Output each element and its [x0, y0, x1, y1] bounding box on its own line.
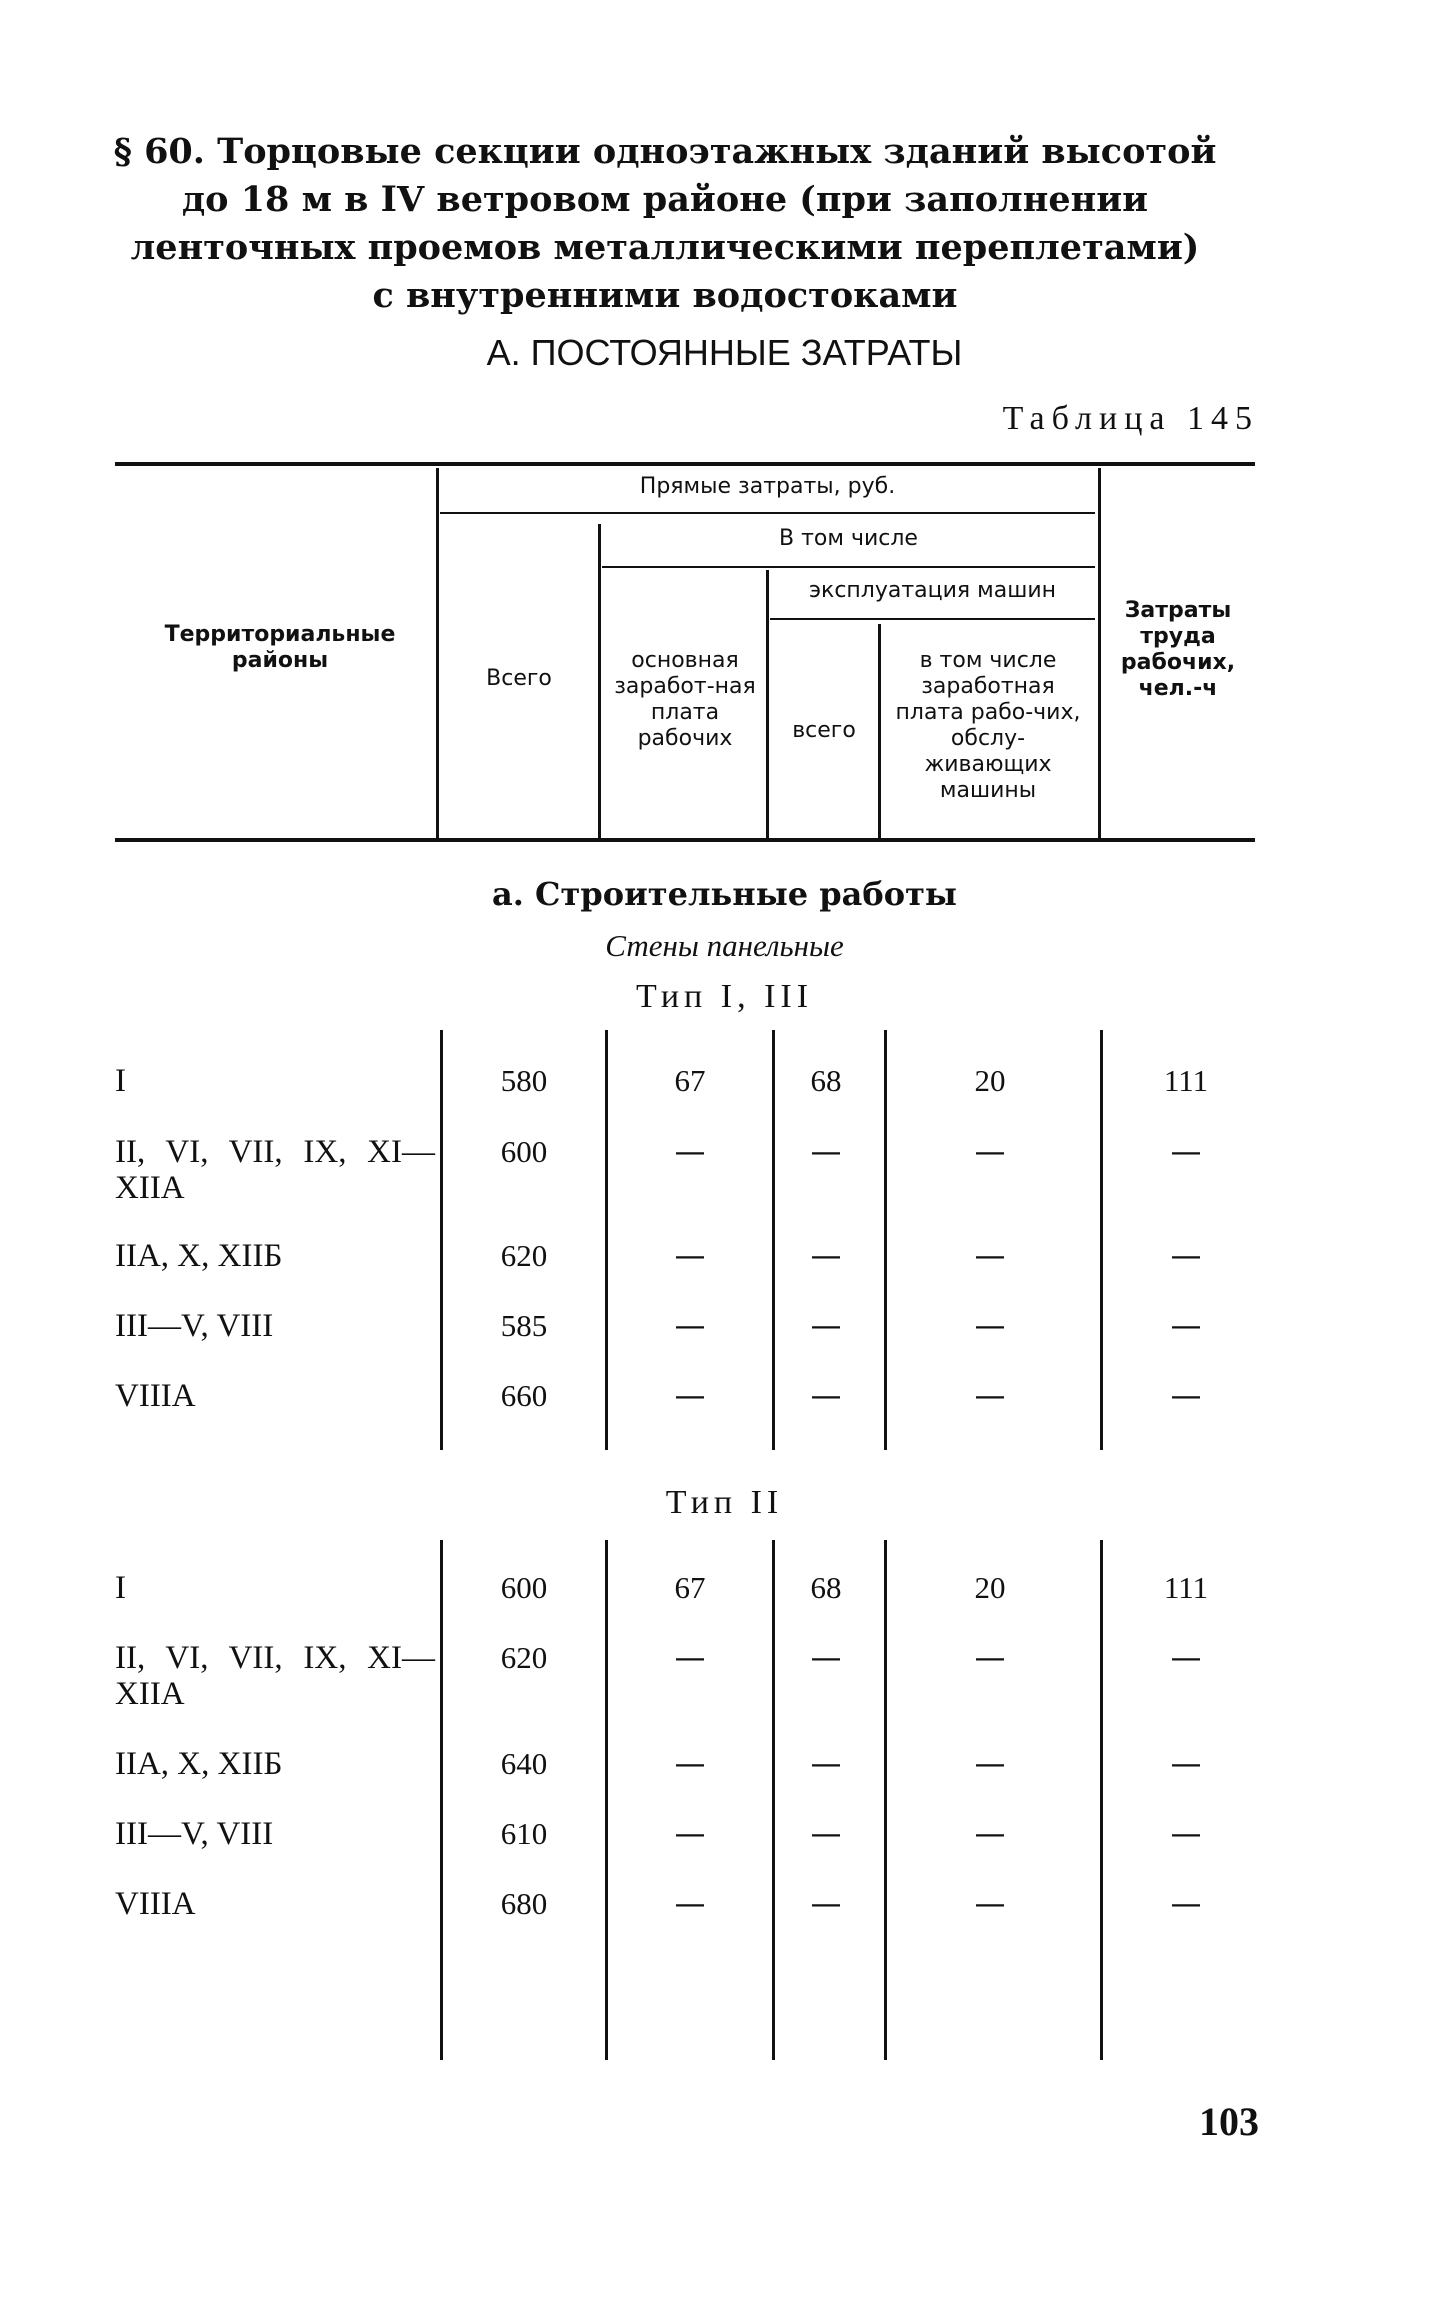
row-region: I: [115, 1063, 126, 1099]
title-line-3: ленточных проемов металлическими переплетами): [130, 227, 1200, 268]
cell-labor: —: [1170, 1238, 1202, 1274]
cell-machine-wage: —: [974, 1886, 1006, 1922]
row-region: IIA, X, XIIБ: [115, 1746, 283, 1782]
body-divider-3: [772, 1540, 775, 2060]
cell-base-wage: —: [674, 1640, 706, 1676]
group-type-title: Тип II: [665, 1484, 784, 1521]
body-divider-5: [1100, 1030, 1103, 1450]
cell-total: 620: [500, 1238, 548, 1273]
cell-total: 580: [500, 1063, 548, 1098]
cell-machine-wage: —: [974, 1816, 1006, 1852]
cell-machine-wage: —: [974, 1640, 1006, 1676]
cell-base-wage: —: [674, 1378, 706, 1414]
cell-total: 660: [500, 1378, 548, 1413]
body-divider-1: [440, 1030, 443, 1450]
header-divider-6: [1098, 468, 1101, 838]
cell-total: 610: [500, 1816, 548, 1851]
col-direct-costs: Прямые затраты, руб.: [639, 474, 896, 499]
cell-base-wage: 67: [674, 1063, 706, 1098]
cell-base-wage: —: [674, 1238, 706, 1274]
cell-labor: —: [1170, 1308, 1202, 1344]
page-number: 103: [1199, 2099, 1259, 2144]
cell-machine-total: 68: [810, 1063, 842, 1098]
cell-machine-wage: —: [974, 1378, 1006, 1414]
subsection-title: Стены панельные: [605, 928, 844, 963]
cell-total: 585: [500, 1308, 548, 1343]
section-title: а. Строительные работы: [492, 875, 957, 913]
including-rule: [602, 566, 1095, 568]
cell-machine-total: —: [810, 1640, 842, 1676]
cell-labor: 111: [1163, 1570, 1209, 1605]
page-title: [110, 128, 1220, 320]
cell-machine-wage: —: [974, 1308, 1006, 1344]
col-machine-wage: в том числе заработная плата рабо-чих, обслу-живающих машины: [895, 648, 1081, 803]
cell-total: 640: [500, 1746, 548, 1781]
title-line-1: § 60. Торцовые секции одноэтажных зданий высотой: [113, 131, 1217, 172]
col-machine-total: всего: [792, 718, 856, 743]
direct-costs-rule: [440, 512, 1095, 514]
cell-machine-total: —: [810, 1378, 842, 1414]
cell-machine-wage: —: [974, 1134, 1006, 1170]
cell-machine-total: —: [810, 1308, 842, 1344]
row-region: III—V, VIII: [115, 1308, 274, 1344]
title-line-4: с внутренними водостоками: [372, 275, 958, 316]
cell-machine-total: —: [810, 1746, 842, 1782]
col-base-wage: основная заработ-ная плата рабочих: [614, 648, 756, 751]
cell-base-wage: —: [674, 1308, 706, 1344]
col-regions: Территориальные районы: [164, 622, 396, 673]
cell-base-wage: 67: [674, 1570, 706, 1605]
header-bottom-rule: [115, 838, 1255, 842]
cell-machine-wage: —: [974, 1746, 1006, 1782]
table-top-rule: [115, 462, 1255, 466]
cell-machine-wage: 20: [974, 1570, 1006, 1605]
cell-machine-total: 68: [810, 1570, 842, 1605]
machine-rule: [770, 618, 1095, 620]
header-divider-1: [436, 468, 439, 838]
subtitle: А. ПОСТОЯННЫЕ ЗАТРАТЫ: [486, 332, 963, 373]
cell-labor: —: [1170, 1640, 1202, 1676]
row-region: III—V, VIII: [115, 1816, 274, 1852]
cell-machine-total: —: [810, 1886, 842, 1922]
row-region: VIIIA: [115, 1378, 196, 1414]
cell-machine-wage: 20: [974, 1063, 1006, 1098]
header-divider-4: [878, 624, 881, 838]
body-divider-4: [884, 1540, 887, 2060]
group-type-title: Тип I, III: [635, 978, 814, 1015]
cell-labor: —: [1170, 1886, 1202, 1922]
row-region: VIIIA: [115, 1886, 196, 1922]
body-divider-5: [1100, 1540, 1103, 2060]
header-divider-2: [598, 524, 601, 838]
cell-machine-total: —: [810, 1134, 842, 1170]
cell-total: 600: [500, 1134, 548, 1169]
cell-labor: —: [1170, 1378, 1202, 1414]
cell-base-wage: —: [674, 1746, 706, 1782]
table-label: Таблица 145: [1002, 400, 1259, 437]
cell-labor: —: [1170, 1746, 1202, 1782]
cell-labor: —: [1170, 1134, 1202, 1170]
col-total: Всего: [486, 666, 552, 691]
col-labor: Затраты труда рабочих, чел.-ч: [1120, 598, 1236, 701]
cell-total: 680: [500, 1886, 548, 1921]
col-including: В том числе: [779, 526, 918, 551]
cell-labor: 111: [1163, 1063, 1209, 1098]
body-divider-2: [605, 1030, 608, 1450]
row-region: II, VI, VII, IX, XI—XIIA: [115, 1134, 435, 1206]
cell-total: 620: [500, 1640, 548, 1675]
row-region: IIA, X, XIIБ: [115, 1238, 283, 1274]
cell-total: 600: [500, 1570, 548, 1605]
row-region: II, VI, VII, IX, XI—XIIA: [115, 1640, 435, 1712]
body-divider-2: [605, 1540, 608, 2060]
row-region: I: [115, 1570, 126, 1606]
col-machine-operation: эксплуатация машин: [808, 578, 1057, 603]
cell-machine-wage: —: [974, 1238, 1006, 1274]
body-divider-1: [440, 1540, 443, 2060]
header-divider-3: [766, 570, 769, 838]
cell-machine-total: —: [810, 1238, 842, 1274]
cell-machine-total: —: [810, 1816, 842, 1852]
cell-base-wage: —: [674, 1816, 706, 1852]
title-line-2: до 18 м в IV ветровом районе (при заполнении: [181, 179, 1149, 220]
cell-labor: —: [1170, 1816, 1202, 1852]
cell-base-wage: —: [674, 1886, 706, 1922]
cell-base-wage: —: [674, 1134, 706, 1170]
